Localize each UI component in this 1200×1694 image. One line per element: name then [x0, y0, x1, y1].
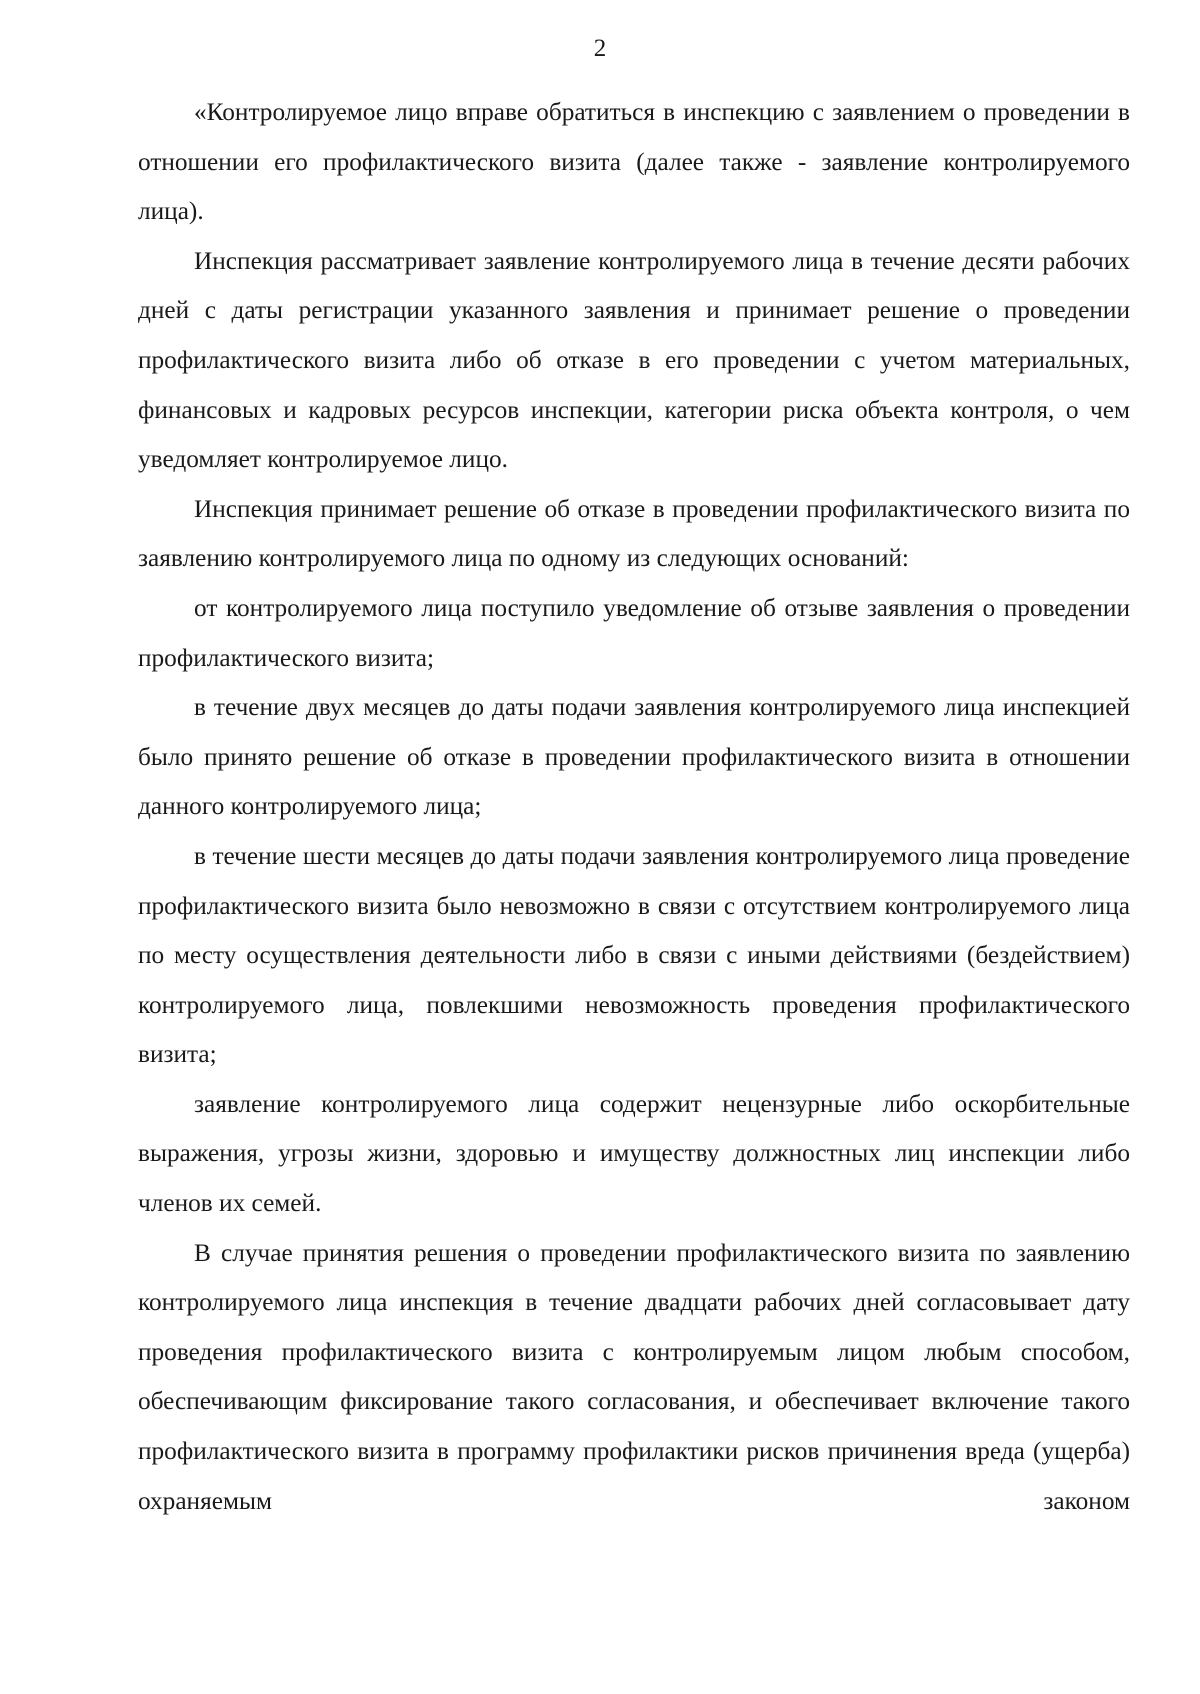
paragraph-visit-scheduling: В случае принятия решения о проведении профилактического визита по заявлению контролируемого лица инспекция в течение двадцати рабочих дней согласовывает дату проведения профилактического визита с контролируемым лицом любым способом, обеспечивающим фиксирование такого согласования, и обеспечивает включение такого профилактического визита в программу профилактики рисков причинения вреда (ущерба) охраняемым законом [138, 1238, 1130, 1515]
paragraph-ground-offensive-content: заявление контролируемого лица содержит нецензурные либо оскорбительные выражения, угрозы жизни, здоровью и имуществу должностных лиц инспекции либо членов их семей. [138, 1089, 1130, 1218]
paragraph-ground-withdrawal: от контролируемого лица поступило уведомление об отзыве заявления о проведении профилактического визита; [138, 593, 1130, 672]
paragraph-review-period: Инспекция рассматривает заявление контролируемого лица в течение десяти рабочих дней с даты регистрации указанного заявления и принимает решение о проведении профилактического визита либо об отказе в его проведении с учетом материальных, финансовых и кадровых ресурсов инспекции, категории риска объекта контроля, о чем уведомляет контролируемое лицо. [138, 246, 1130, 474]
paragraph-ground-prior-refusal: в течение двух месяцев до даты подачи заявления контролируемого лица инспекцией было принято решение об отказе в проведении профилактического визита в отношении данного контролируемого лица; [138, 693, 1130, 821]
document-body [138, 88, 1130, 1526]
page-number: 2 [593, 35, 607, 62]
paragraph-ground-impossible-visit: в течение шести месяцев до даты подачи заявления контролируемого лица проведение профилактического визита было невозможно в связи с отсутствием контролируемого лица по месту осуществления деятельности либо в связи с иными действиями (бездействием) контролируемого лица, повлекшими невозможность проведения профилактического визита; [138, 841, 1130, 1069]
paragraph-refusal-grounds: Инспекция принимает решение об отказе в проведении профилактического визита по заявлению контролируемого лица по одному из следующих оснований: [138, 494, 1130, 573]
paragraph-request-right: «Контролируемое лицо вправе обратиться в инспекцию с заявлением о проведении в отношении его профилактического визита (далее также - заявление контролируемого лица). [138, 98, 1130, 226]
